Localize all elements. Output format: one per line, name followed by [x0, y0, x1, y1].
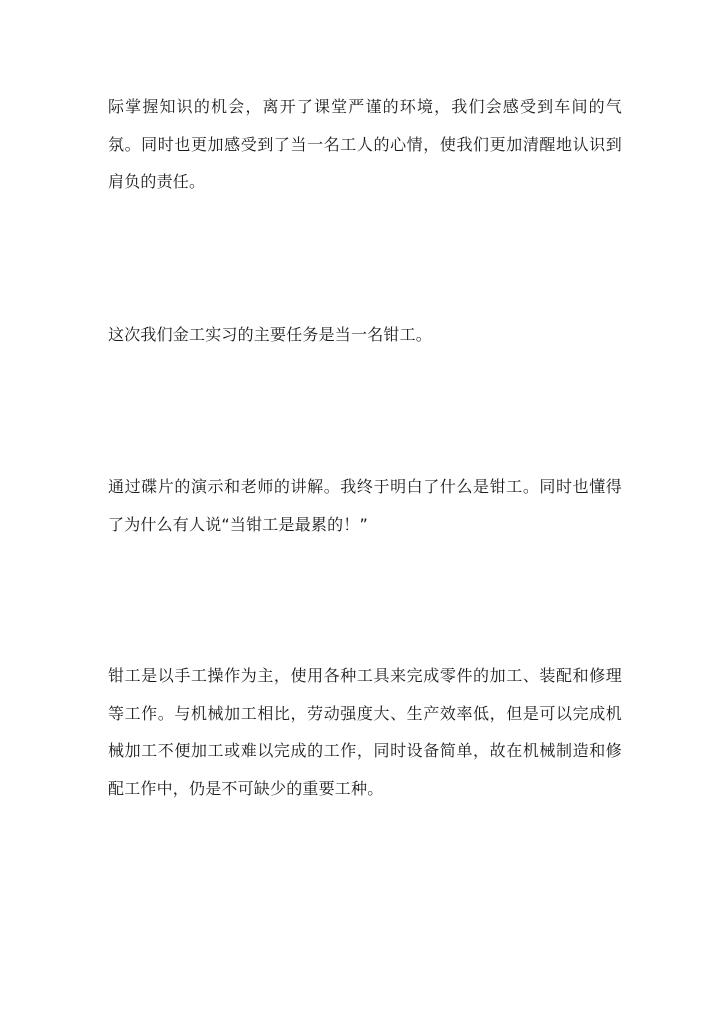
paragraph-1: 际掌握知识的机会，离开了课堂严谨的环境，我们会感受到车间的气氛。同时也更加感受到了当一名工人的心情，使我们更加清醒地认识到肩负的责任。: [108, 97, 622, 191]
paragraph-2: 这次我们金工实习的主要任务是当一名钳工。: [108, 325, 433, 344]
paragraph-3: 通过碟片的演示和老师的讲解。我终于明白了什么是钳工。同时也懂得了为什么有人说“当钳工是最累的！”: [108, 477, 622, 534]
paragraph-4: 钳工是以手工操作为主，使用各种工具来完成零件的加工、装配和修理等工作。与机械加工相比，劳动强度大、生产效率低，但是可以完成机械加工不便加工或难以完成的工作，同时设备简单，故在机械制造和修配工作中，仍是不可缺少的重要工种。: [108, 666, 622, 798]
